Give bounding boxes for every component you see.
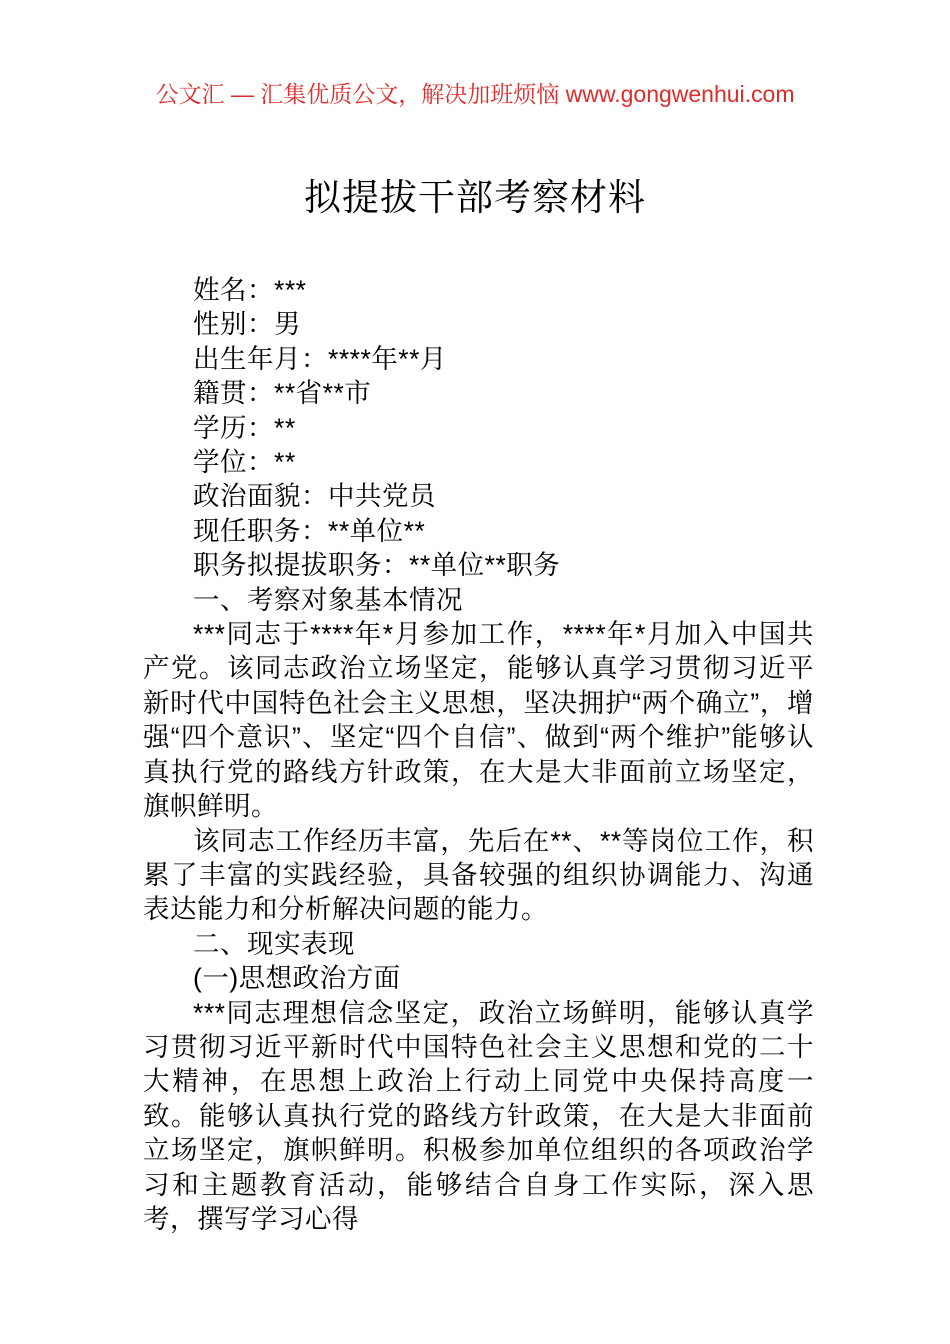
info-line-political-status: 政治面貌：中共党员 bbox=[193, 481, 436, 512]
info-line-proposed-position: 职务拟提拔职务：**单位**职务 bbox=[193, 550, 561, 581]
info-line-native-place: 籍贯：**省**市 bbox=[193, 378, 372, 409]
document-title: 拟提拔干部考察材料 bbox=[304, 177, 646, 218]
info-line-gender: 性别：男 bbox=[193, 309, 301, 340]
info-line-birth-date: 出生年月：****年**月 bbox=[193, 343, 447, 374]
info-line-education: 学历：** bbox=[193, 412, 296, 443]
document-body bbox=[143, 273, 814, 1236]
watermark-header: 公文汇 — 汇集优质公文，解决加班烦恼 www.gongwenhui.com bbox=[155, 81, 795, 107]
section1-paragraph-1: ***同志于****年*月参加工作，****年*月加入中国共产党。该同志政治立场坚定，能够认真学习贯彻习近平新时代中国特色社会主义思想，坚决拥护“两个确立”，增强“四个意识”、坚定“四个自信”、做到“两个维护”能够认真执行党的路线方针政策，在大是大非面前立场坚定，旗帜鲜明。 bbox=[143, 619, 814, 822]
section2-heading: 二、现实表现 bbox=[193, 928, 355, 959]
section1-paragraph-2: 该同志工作经历丰富，先后在**、**等岗位工作，积累了丰富的实践经验，具备较强的组织协调能力、沟通表达能力和分析解决问题的能力。 bbox=[143, 825, 814, 925]
section1-heading: 一、考察对象基本情况 bbox=[193, 584, 463, 615]
info-line-degree: 学位：** bbox=[193, 447, 296, 478]
info-line-current-position: 现任职务：**单位** bbox=[193, 515, 426, 546]
section2-paragraph-1: ***同志理想信念坚定，政治立场鲜明，能够认真学习贯彻习近平新时代中国特色社会主义思想和党的二十大精神，在思想上政治上行动上同党中央保持高度一致。能够认真执行党的路线方针政策，在大是大非面前立场坚定，旗帜鲜明。积极参加单位组织的各项政治学习和主题教育活动，能够结合自身工作实际，深入思考，撰写学习心得 bbox=[143, 997, 814, 1234]
section2-subheading: (一)思想政治方面 bbox=[193, 963, 401, 994]
info-line-name: 姓名：*** bbox=[193, 275, 307, 305]
